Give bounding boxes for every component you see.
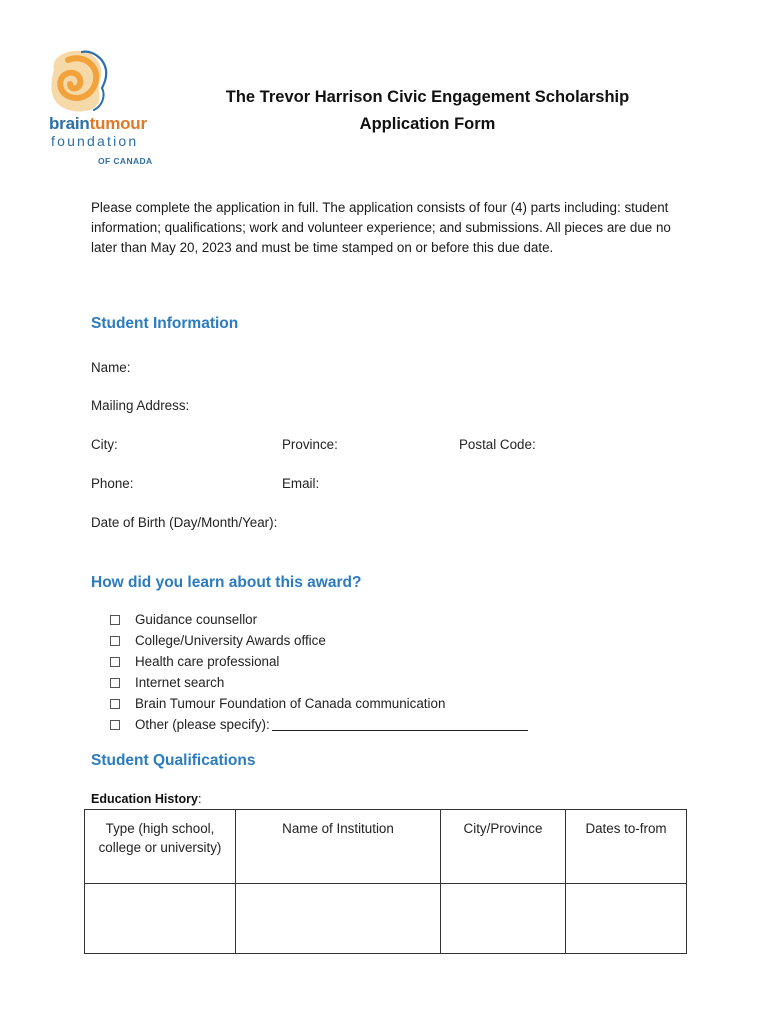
table-cell[interactable] — [566, 884, 687, 954]
column-header-institution: Name of Institution — [236, 810, 441, 884]
name-label: Name: — [91, 360, 131, 375]
other-specify-line[interactable] — [272, 718, 528, 731]
education-history-table — [84, 809, 687, 954]
checkbox[interactable] — [110, 720, 120, 730]
table-header-row — [85, 810, 687, 884]
education-history-label — [91, 792, 201, 806]
foundation-logo — [46, 48, 166, 170]
logo-wordmark — [49, 114, 147, 134]
column-header-type: Type (high school, college or university) — [85, 810, 236, 884]
learn-about-award-heading: How did you learn about this award? — [91, 574, 362, 591]
city-label: City: — [91, 437, 118, 452]
province-label: Province: — [282, 437, 338, 452]
column-header-dates: Dates to-from — [566, 810, 687, 884]
checkbox[interactable] — [110, 615, 120, 625]
postal-code-label: Postal Code: — [459, 437, 536, 452]
option-label: Other (please specify): — [135, 717, 270, 732]
form-title-line2: Application Form — [359, 115, 496, 133]
checkbox[interactable] — [110, 636, 120, 646]
education-history-text: Education History — [91, 792, 198, 806]
spiral-logo-icon — [46, 48, 108, 116]
student-qualifications-heading: Student Qualifications — [91, 752, 256, 769]
intro-paragraph: Please complete the application in full. The application consists of four (4) parts including: student information; qualifications; work and volunteer experience; and submissions. All pieces are due no later than May 20, 2023 and must be time stamped on or before this due date. — [91, 200, 671, 255]
logo-foundation-text: foundation — [51, 133, 139, 149]
column-header-city-province: City/Province — [441, 810, 566, 884]
date-of-birth-label: Date of Birth (Day/Month/Year): — [91, 515, 278, 530]
option-other[interactable] — [110, 717, 528, 732]
option-label: College/University Awards office — [135, 633, 326, 648]
phone-label: Phone: — [91, 476, 134, 491]
table-row — [85, 884, 687, 954]
option-foundation-communication[interactable] — [110, 696, 445, 711]
table-cell[interactable] — [85, 884, 236, 954]
option-label: Internet search — [135, 675, 225, 690]
table-cell[interactable] — [441, 884, 566, 954]
logo-canada-text: OF CANADA — [98, 156, 153, 166]
option-health-care-professional[interactable] — [110, 654, 279, 669]
option-awards-office[interactable] — [110, 633, 326, 648]
student-information-heading: Student Information — [91, 315, 239, 332]
education-history-colon: : — [197, 792, 202, 806]
logo-tumour-text: tumour — [89, 114, 147, 133]
checkbox[interactable] — [110, 657, 120, 667]
form-title-line1: The Trevor Harrison Civic Engagement Scholarship — [225, 88, 630, 106]
option-label: Health care professional — [135, 654, 280, 669]
logo-brain-text: brain — [49, 114, 90, 133]
option-internet-search[interactable] — [110, 675, 224, 690]
option-label: Guidance counsellor — [135, 612, 258, 627]
checkbox[interactable] — [110, 699, 120, 709]
option-label: Brain Tumour Foundation of Canada communication — [135, 696, 446, 711]
mailing-address-label: Mailing Address: — [91, 398, 190, 413]
checkbox[interactable] — [110, 678, 120, 688]
table-cell[interactable] — [236, 884, 441, 954]
email-label: Email: — [282, 476, 320, 491]
option-guidance-counsellor[interactable] — [110, 612, 257, 627]
